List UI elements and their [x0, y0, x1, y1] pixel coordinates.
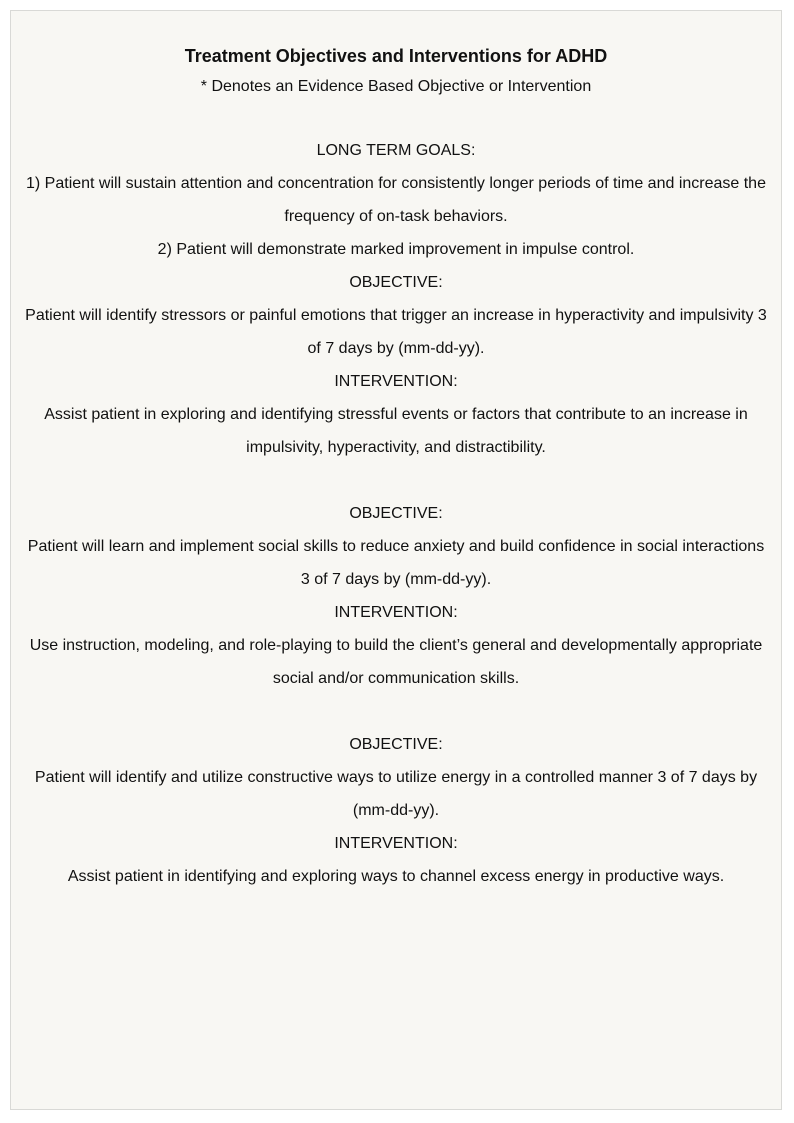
objective-text-3: Patient will identify and utilize constructive ways to utilize energy in a controlled manner 3 of 7 days by (mm-dd-yy). [34, 769, 758, 819]
intervention-heading-3: INTERVENTION: [334, 835, 458, 852]
intervention-text-2: Use instruction, modeling, and role-playing to build the client’s general and developmentally appropriate social and/or communication skills. [29, 637, 763, 687]
intervention-heading-2: INTERVENTION: [334, 604, 458, 621]
intervention-text-3: Assist patient in identifying and exploring ways to channel excess energy in productive ways. [67, 868, 725, 885]
objective-heading-2: OBJECTIVE: [349, 505, 443, 522]
intervention-text-1: Assist patient in exploring and identifying stressful events or factors that contribute to an increase in impulsivity, hyperactivity, and distractibility. [44, 406, 748, 456]
long-term-goal-1: 1) Patient will sustain attention and concentration for consistently longer periods of time and increase the frequency of on-task behaviors. [26, 175, 766, 225]
long-term-goals-heading: LONG TERM GOALS: [316, 142, 476, 159]
objective-heading-3: OBJECTIVE: [349, 736, 443, 753]
document-subtitle: * Denotes an Evidence Based Objective or Intervention [200, 78, 592, 95]
document-page [10, 10, 782, 1110]
section-spacer [25, 695, 767, 728]
intervention-heading-1: INTERVENTION: [334, 373, 458, 390]
document-body [25, 41, 767, 893]
objective-text-1: Patient will identify stressors or painful emotions that trigger an increase in hyperactivity and impulsivity 3 of 7 days by (mm-dd-yy). [25, 307, 767, 357]
section-spacer [25, 464, 767, 497]
long-term-goal-2: 2) Patient will demonstrate marked improvement in impulse control. [157, 241, 635, 258]
objective-heading-1: OBJECTIVE: [349, 274, 443, 291]
document-title: Treatment Objectives and Interventions for ADHD [184, 46, 608, 66]
objective-text-2: Patient will learn and implement social skills to reduce anxiety and build confidence in social interactions 3 of 7 days by (mm-dd-yy). [27, 538, 765, 588]
